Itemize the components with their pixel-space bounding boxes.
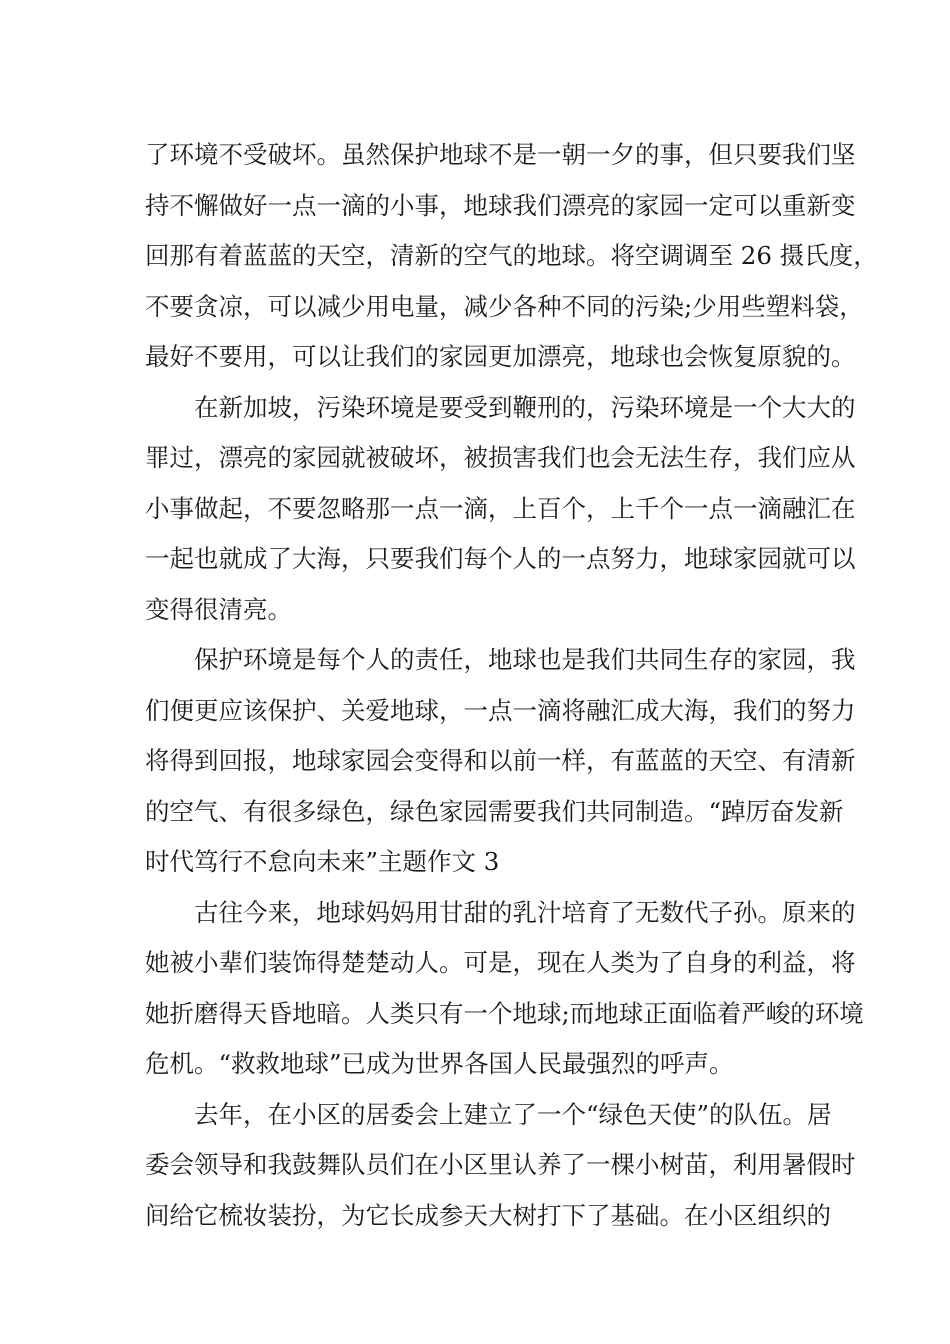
text-line: 不要贪凉，可以减少用电量，减少各种不同的污染;少用些塑料袋， [145, 291, 864, 321]
text-line: 变得很清亮。 [145, 594, 292, 624]
text-line: 小事做起，不要忽略那一点一滴，上百个，上千个一点一滴融汇在 [145, 493, 856, 523]
text-line: 在新加坡，污染环境是要受到鞭刑的，污染环境是一个大大的 [194, 392, 856, 422]
text-line: 危机。“救救地球”已成为世界各国人民最强烈的呼声。 [145, 1049, 734, 1078]
text-line: 委会领导和我鼓舞队员们在小区里认养了一棵小树苗，利用暑假时 [145, 1150, 856, 1179]
text-line: 将得到回报，地球家园会变得和以前一样，有蓝蓝的天空、有清新 [145, 746, 856, 775]
text-line: 们便更应该保护、关爱地球，一点一滴将融汇成大海，我们的努力 [145, 695, 856, 725]
paragraph [145, 130, 878, 383]
text-line: 保护环境是每个人的责任，地球也是我们共同生存的家园，我 [194, 645, 856, 674]
text-line: 一起也就成了大海，只要我们每个人的一点努力，地球家园就可以 [145, 544, 856, 573]
text-line: 时代笃行不怠向未来”主题作文 3 [145, 847, 500, 876]
body-text [145, 130, 878, 1241]
text-line: 古往今来，地球妈妈用甘甜的乳汁培育了无数代子孙。原来的 [194, 897, 856, 927]
text-line: 最好不要用，可以让我们的家园更加漂亮，地球也会恢复原貌的。 [145, 342, 856, 371]
paragraph [145, 888, 864, 1090]
text-line: 间给它梳妆装扮，为它长成参天大树打下了基础。在小区组织的 [145, 1200, 831, 1230]
text-line: 的空气、有很多绿色，绿色家园需要我们共同制造。“踔厉奋发新 [145, 796, 844, 826]
text-line: 她折磨得天昏地暗。人类只有一个地球;而地球正面临着严峻的环境 [145, 998, 864, 1028]
paragraph [145, 383, 856, 636]
text-line: 回那有着蓝蓝的天空，清新的空气的地球。将空调调至 26 摄氏度， [145, 241, 878, 270]
text-line: 了环境不受破坏。虽然保护地球不是一朝一夕的事，但只要我们坚 [145, 140, 856, 169]
text-line: 持不懈做好一点一滴的小事，地球我们漂亮的家园一定可以重新变 [145, 190, 856, 220]
text-line: 她被小辈们装饰得楚楚动人。可是，现在人类为了自身的利益，将 [145, 948, 856, 977]
paragraph [145, 1090, 856, 1242]
paragraph [145, 635, 856, 888]
text-line: 去年，在小区的居委会上建立了一个“绿色天使”的队伍。居 [194, 1099, 832, 1129]
text-line: 罪过，漂亮的家园就被破坏，被损害我们也会无法生存，我们应从 [145, 443, 856, 472]
